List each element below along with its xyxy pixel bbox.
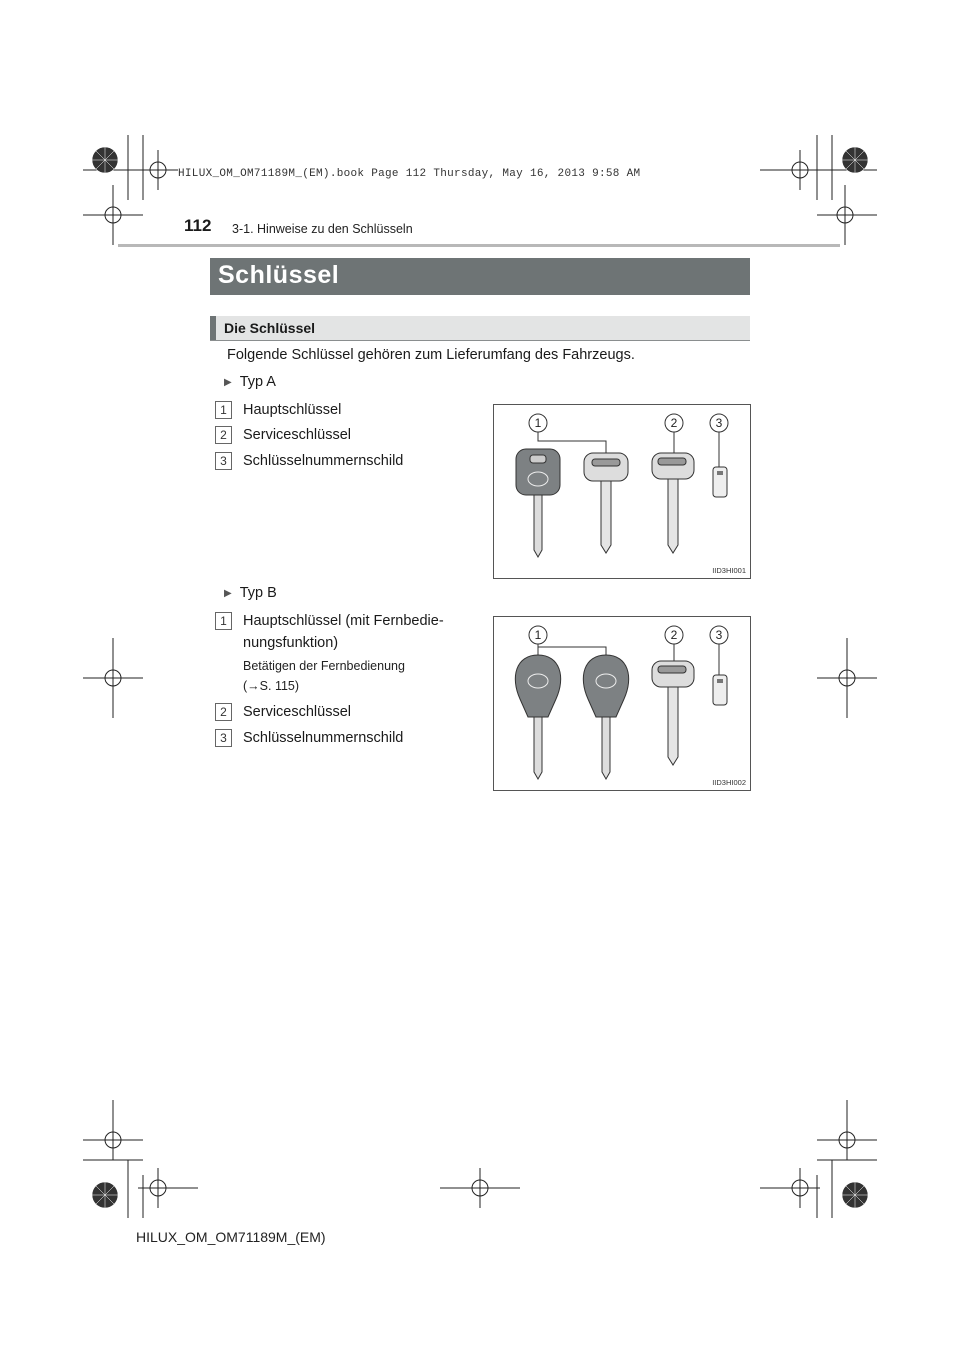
note-line1: Betätigen der Fernbedienung	[243, 659, 405, 673]
chapter-heading: 3-1. Hinweise zu den Schlüsseln	[232, 222, 413, 236]
list-item: Hauptschlüssel	[243, 402, 342, 418]
note-line2: (→S. 115)	[243, 679, 300, 693]
triangle-bullet-icon: ▶	[224, 377, 232, 388]
callout-number: 2	[670, 628, 678, 642]
item-number: 2	[215, 703, 232, 721]
type-b-text: Typ B	[239, 585, 277, 601]
footer-doc-id: HILUX_OM_OM71189M_(EM)	[136, 1229, 326, 1245]
keys-illustration	[494, 405, 750, 578]
service-key-icon	[652, 661, 694, 765]
list-item	[243, 610, 478, 654]
item-number: 3	[215, 729, 232, 747]
key-figure-type-b	[493, 616, 751, 791]
key-number-plate-icon	[713, 467, 727, 497]
section-title-bar	[210, 258, 750, 295]
list-item: Serviceschlüssel	[243, 704, 351, 720]
type-b-label	[224, 585, 277, 601]
item-number: 3	[215, 452, 232, 470]
list-item-text: Hauptschlüssel (mit Fernbedie-	[243, 613, 444, 629]
figure-code: IID3HI002	[712, 778, 746, 787]
list-item: Schlüsselnummernschild	[243, 730, 404, 746]
figure-code: IID3HI001	[712, 566, 746, 575]
type-a-text: Typ A	[239, 374, 276, 390]
key-number-plate-icon	[713, 675, 727, 705]
callout-number: 3	[715, 628, 723, 642]
type-a-label	[224, 374, 276, 390]
subsection-title: Die Schlüssel	[224, 320, 316, 336]
callout-number: 1	[534, 628, 542, 642]
page-number: 112	[184, 216, 212, 235]
book-stamp: HILUX_OM_OM71189M_(EM).book Page 112 Thursday, May 16, 2013 9:58 AM	[178, 168, 641, 180]
keys-illustration	[494, 617, 750, 790]
triangle-bullet-icon: ▶	[224, 588, 232, 599]
note-text	[243, 656, 405, 696]
list-item: Serviceschlüssel	[243, 427, 351, 443]
callout-number: 3	[715, 416, 723, 430]
list-item-line1	[243, 610, 478, 632]
spare-key-icon	[652, 453, 694, 553]
remote-key-icon	[515, 655, 560, 779]
intro-text: Folgende Schlüssel gehören zum Lieferumfang des Fahrzeugs.	[227, 347, 635, 363]
header-rule	[118, 244, 840, 247]
list-item: Schlüsselnummernschild	[243, 453, 404, 469]
list-item-line2: nungsfunktion)	[243, 635, 339, 651]
callout-number: 2	[670, 416, 678, 430]
service-key-icon	[584, 453, 628, 553]
key-figure-type-a	[493, 404, 751, 579]
subsection-heading	[210, 316, 750, 341]
item-number: 2	[215, 426, 232, 444]
item-number: 1	[215, 612, 232, 630]
section-title: Schlüssel	[218, 261, 340, 289]
subsection-accent	[210, 316, 216, 340]
remote-key-icon	[583, 655, 628, 779]
callout-number: 1	[534, 416, 542, 430]
item-number: 1	[215, 401, 232, 419]
main-key-icon	[516, 449, 560, 557]
